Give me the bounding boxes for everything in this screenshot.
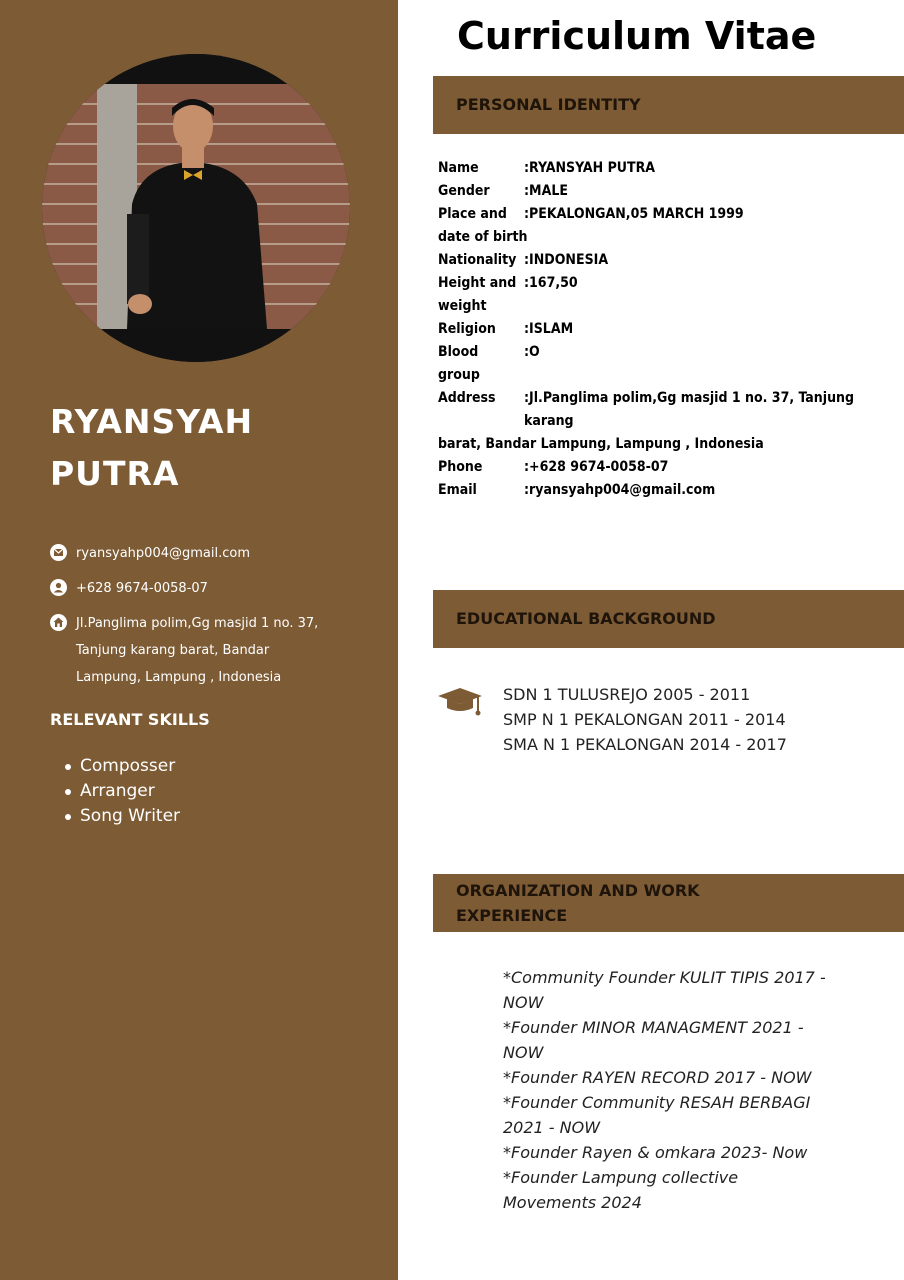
- section-header-education: [433, 590, 904, 648]
- identity-row-blood: [438, 341, 878, 387]
- identity-label: Phone: [438, 459, 483, 475]
- section-title-work-line2: EXPERIENCE: [456, 906, 568, 925]
- section-header-work: [433, 874, 904, 932]
- identity-label: Blood group: [438, 344, 480, 383]
- work-item: *Founder Rayen & omkara 2023- Now: [503, 1143, 808, 1162]
- identity-row-birth: [438, 203, 878, 226]
- contact-phone-text[interactable]: +628 9674-0058-07: [76, 581, 208, 596]
- identity-label: Address: [438, 390, 496, 406]
- skill-item: Arranger: [62, 779, 180, 804]
- profile-photo: [42, 54, 350, 362]
- identity-row-birth-cont: [438, 226, 878, 249]
- identity-value: :ryansyahp004@gmail.com: [524, 482, 716, 498]
- work-item: *Community Founder KULIT TIPIS 2017 - NOW: [503, 968, 826, 1012]
- section-header-identity: [433, 76, 904, 134]
- email-icon: [50, 544, 67, 561]
- full-name-line2: PUTRA: [50, 454, 180, 493]
- contact-phone: [50, 575, 370, 602]
- identity-value: barat, Bandar Lampung, Lampung , Indonesia: [438, 436, 764, 452]
- section-title-identity: PERSONAL IDENTITY: [456, 95, 641, 114]
- skill-item: Song Writer: [62, 804, 180, 829]
- identity-label: Gender: [438, 183, 490, 199]
- contact-address-text: Jl.Panglima polim,Gg masjid 1 no. 37, Tanjung karang barat, Bandar Lampung, Lampung , Indonesia: [76, 616, 319, 685]
- identity-row-email: [438, 479, 878, 502]
- identity-row-height-weight-cont: [438, 295, 878, 318]
- identity-value: :O: [524, 344, 540, 360]
- education-item: SMP N 1 PEKALONGAN 2011 - 2014: [503, 710, 786, 729]
- identity-label: Religion: [438, 321, 496, 337]
- identity-value: :ISLAM: [524, 321, 574, 337]
- education-item: SDN 1 TULUSREJO 2005 - 2011: [503, 685, 751, 704]
- identity-row-height-weight: [438, 272, 878, 295]
- person-icon: [50, 579, 67, 596]
- identity-label: Email: [438, 482, 477, 498]
- skills-list: [62, 754, 180, 829]
- section-title-work-line1: ORGANIZATION AND WORK: [456, 881, 700, 900]
- identity-label: Place and: [438, 206, 507, 222]
- full-name: [50, 396, 380, 500]
- identity-label: Height and: [438, 275, 517, 291]
- identity-label: weight: [438, 298, 487, 314]
- identity-label: Nationality: [438, 252, 517, 268]
- work-item: *Founder RAYEN RECORD 2017 - NOW: [503, 1068, 812, 1087]
- profile-photo-illustration: [42, 54, 350, 362]
- identity-row-address-cont: [438, 433, 878, 456]
- contact-list: [50, 540, 370, 699]
- page-title: Curriculum Vitae: [457, 14, 817, 58]
- identity-value: :+628 9674-0058-07: [524, 459, 669, 475]
- identity-label: date of birth: [438, 229, 528, 245]
- education-item: SMA N 1 PEKALONGAN 2014 - 2017: [503, 735, 787, 754]
- identity-row-religion: [438, 318, 878, 341]
- contact-email-text[interactable]: ryansyahp004@gmail.com: [76, 546, 250, 561]
- personal-identity-table: [438, 157, 878, 502]
- identity-value: :MALE: [524, 183, 568, 199]
- work-item: *Founder Community RESAH BERBAGI 2021 - NOW: [503, 1093, 811, 1137]
- skills-title: RELEVANT SKILLS: [50, 710, 210, 729]
- home-icon: [50, 614, 67, 631]
- contact-address: [50, 610, 370, 691]
- identity-row-phone: [438, 456, 878, 479]
- identity-row-name: [438, 157, 878, 180]
- skill-item: Composser: [62, 754, 180, 779]
- sidebar: [0, 0, 398, 1280]
- identity-row-address: [438, 387, 878, 433]
- graduation-cap-icon: [437, 686, 483, 723]
- section-title-education: EDUCATIONAL BACKGROUND: [456, 609, 716, 628]
- identity-value: :RYANSYAH PUTRA: [524, 160, 656, 176]
- identity-value: :167,50: [524, 275, 578, 291]
- identity-value: :INDONESIA: [524, 252, 609, 268]
- contact-email: [50, 540, 370, 567]
- identity-label: Name: [438, 160, 479, 176]
- work-item: *Founder Lampung collective Movements 2024: [503, 1168, 739, 1212]
- identity-row-gender: [438, 180, 878, 203]
- identity-value: :Jl.Panglima polim,Gg masjid 1 no. 37, Tanjung karang: [524, 390, 855, 429]
- identity-value: :PEKALONGAN,05 MARCH 1999: [524, 206, 744, 222]
- education-list: [503, 682, 787, 757]
- identity-row-nationality: [438, 249, 878, 272]
- full-name-line1: RYANSYAH: [50, 402, 254, 441]
- work-list: [503, 965, 833, 1215]
- work-item: *Founder MINOR MANAGMENT 2021 - NOW: [503, 1018, 804, 1062]
